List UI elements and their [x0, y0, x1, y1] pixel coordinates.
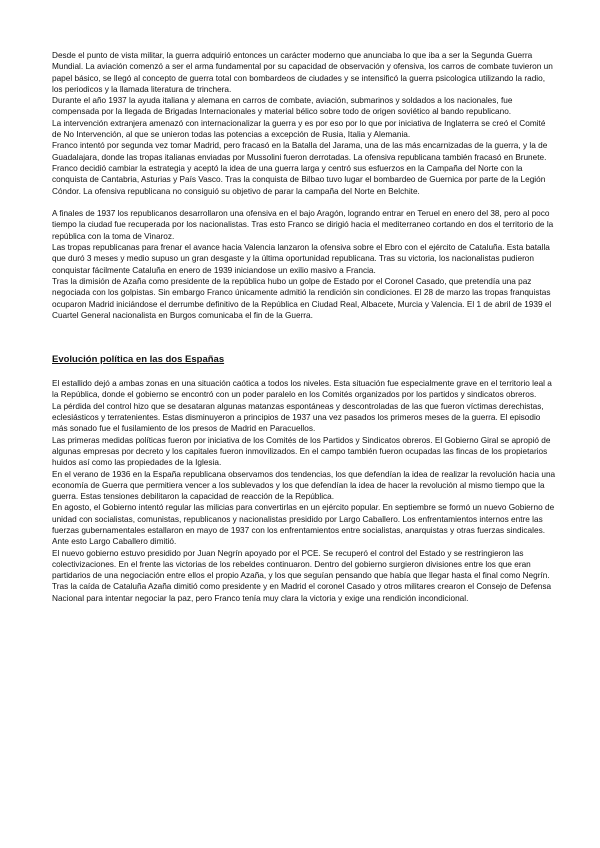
document-page — [52, 50, 556, 604]
paragraph: Franco intentó por segunda vez tomar Madrid, pero fracasó en la Batalla del Jarama, una de las más encarnizadas de la guerra, y la de Guadalajara, donde las tropas italianas enviadas por Mussolini fueron derrotadas. La ofensiva republicana también fracasó en Brunete. — [52, 141, 548, 162]
heading-spacer — [52, 366, 556, 378]
paragraph: Desde el punto de vista militar, la guerra adquirió entonces un carácter moderno que anunciaba lo que iba a ser la Segunda Guerra Mundial. La aviación comenzó a ser el arma fundamental por su capacidad de observación y ofensiva, los carros de combate tuvieron un papel básico, se llegó al concepto de guerra total con bombardeos de ciudades y se intensificó la guerra psicologica utilizando la radio, los periodicos y la llamada literatura de trinchera. — [52, 51, 553, 94]
paragraph: La pérdida del control hizo que se desataran algunas matanzas espontáneas y descontroladas de las que fueron víctimas derechistas, eclesiásticos y terratenientes. Estas disminuyeron a principios de 1937 una vez pasados los primeros meses de la guerra. El episodio más sonado fue el fusilamiento de los presos de Madrid en Paracuellos. — [52, 401, 544, 434]
paragraph: El estallido dejó a ambas zonas en una situación caótica a todos los niveles. Esta situación fue especialmente grave en el territorio leal a la República, donde el gobierno se encontró con un poder paralelo en los Comités organizados por los partidos y sindicatos obreros. — [52, 379, 552, 400]
paragraph: En el verano de 1936 en la España republicana observamos dos tendencias, los que defendían la idea de realizar la revolución hacia una economía de Guerra que permitiera vencer a los sublevados y los que defendían la idea de hacer la revolución al mismo tiempo que la guerra. Estas tensiones debilitaron la capacidad de reacción de la República. — [52, 469, 556, 502]
section-end-of-war — [52, 208, 556, 321]
paragraph: El nuevo gobierno estuvo presidido por Juan Negrín apoyado por el PCE. Se recuperó el control del Estado y se restringieron las colectivizaciones. En el frente las victorias de los rebeldes continuaron. Dentro del gobierno surgieron divisiones entre los que eran partidarios de una negociación entre ellos el propio Azaña, y los que seguían pensando que había que llegar hasta el final como Negrín. Tras la caída de Cataluña Azaña dimitió como presidente y en Madrid el coronel Casado y otros militares crearon el Consejo de Defensa Nacional para intentar negociar la paz, pero Franco tenía muy clara la victoria y exige una rendición incondicional. — [52, 548, 552, 603]
paragraph: Franco decidió cambiar la estrategia y aceptó la idea de una guerra larga y centró sus esfuerzos en la Campaña del Norte con la conquista de Cantabria, Asturias y País Vasco. Tras la conquista de Bilbao tuvo lugar el bombardeo de Guernica por parte de la Legión Cóndor. La ofensiva republicana no consiguió su objetivo de parar la campaña del Norte en Belchite. — [52, 163, 546, 196]
paragraph: Tras la dimisión de Azaña como presidente de la república hubo un golpe de Estado por el Coronel Casado, que pretendía una paz negociada con los golpistas. Sin embargo Franco únicamente admitió la rendición sin condiciones. El 28 de marzo las tropas franquistas ocuparon Madrid iniciándose el derrumbe definitivo de la República en Ciudad Real, Albacete, Murcia y Valencia. El 1 de abril de 1939 el Cuartel General nacionalista en Burgos comunicaba el fin de la Guerra. — [52, 276, 552, 320]
paragraph: Durante el año 1937 la ayuda italiana y alemana en carros de combate, aviación, submarinos y soldados a los nacionales, fue compensada por la llegada de Brigadas Internacionales y material bélico sobre todo de origen soviético al bando republicano. — [52, 96, 513, 117]
paragraph: La intervención extranjera amenazó con internacionalizar la guerra y es por eso por lo que por iniciativa de Inglaterra se creó el Comité de No Intervención, al que se unieron todas las potencias a excepción de Rusia, Italia y Alemania. — [52, 118, 546, 140]
section-military-evolution — [52, 50, 556, 197]
paragraph: En agosto, el Gobierno intentó regular las milicias para convertirlas en un ejército popular. En septiembre se formó un nuevo Gobierno de unidad con socialistas, comunistas, republicanos y nacionalistas presidido por Largo Caballero. Los enfrentamientos internos entre las fuerzas gubernamentales estallaron en mayo de 1937 con los enfrentamientos entre socialistas, anarquistas y otras fuerzas sindicales. Ante esto Largo Caballero dimitió. — [52, 503, 555, 547]
heading-spacer — [52, 321, 556, 354]
section-heading: Evolución política en las dos Españas — [52, 354, 225, 366]
paragraph-spacer — [52, 197, 556, 208]
paragraph: A finales de 1937 los republicanos desarrollaron una ofensiva en el bajo Aragón, logrando entrar en Teruel en enero del 38, pero al poco tiempo la ciudad fue recuperada por los nacionalistas. Tras esto Franco se dirigió hacia el mediterraneo cortando en dos el territorio de la república con la toma de Vinaroz. — [52, 209, 554, 241]
section-political-evolution — [52, 378, 556, 604]
paragraph: Las tropas republicanas para frenar el avance hacia Valencia lanzaron la ofensiva sobre el Ebro con el ejército de Cataluña. Esta batalla que duró 3 meses y medio supuso un gran desgaste y la última oportunidad republicana. Tras su victoria, los nacionalistas pudieron conquistar fácilmente Cataluña en enero de 1939 iniciandose un exilio masivo a Francia. — [52, 243, 550, 275]
paragraph: Las primeras medidas políticas fueron por iniciativa de los Comités de los Partidos y Sindicatos obreros. El Gobierno Giral se apropió de algunas empresas por decreto y los capitales fueron inmovilizados. En el campo también fueron ocupadas las fincas de los propietarios huidos así como las propiedades de la Iglesia. — [52, 435, 551, 468]
